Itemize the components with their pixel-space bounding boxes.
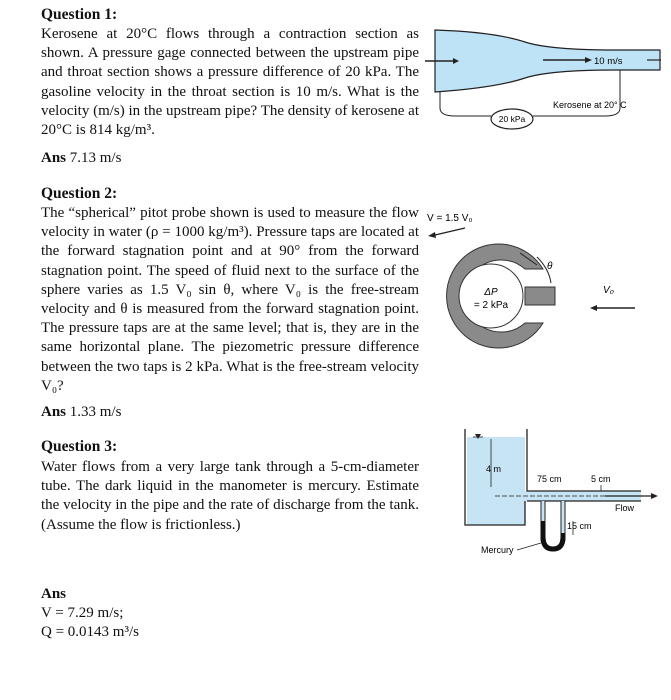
fluid-label: Kerosene at 20° C <box>553 100 627 110</box>
question-1-title: Question 1: <box>41 6 118 23</box>
depth-label: 4 m <box>486 464 502 474</box>
question-2-text: The “spherical” pitot probe shown is used to measure the flow velocity in water (ρ = 1000 kg/m³). Pressure taps are located at the forward stagnation point and at 90° from the forward stagnation point. The speed of fluid next to the surface of the sphere varies as 1.5 V₀ sin θ, where V₀ is the free-stream velocity and θ is measured from the forward stagnation point. The pressure taps are at the same level; that is, they are in the same horizontal plane. The piezometric pressure difference between the two taps is 2 kPa. What is the free-stream velocity V₀? <box>41 205 419 394</box>
contraction-pipe <box>435 30 660 92</box>
length-label: 75 cm <box>537 474 562 484</box>
velocity-label: 10 m/s <box>594 56 623 67</box>
answer-label: Ans <box>41 404 67 420</box>
question-1-answer <box>41 150 121 167</box>
diameter-label: 5 cm <box>591 474 611 484</box>
question-2-answer <box>41 404 121 421</box>
surface-velocity-label: V = 1.5 V₀ <box>427 213 473 224</box>
manometer-label: 15 cm <box>567 521 592 531</box>
dp-value: = 2 kPa <box>473 300 509 311</box>
question-1-text: Kerosene at 20°C flows through a contraction section as shown. A pressure gage connected between the upstream pipe and throat section shows a pressure difference of 20 kPa. The gasoline velocity in the throat section is 10 m/s. What is the velocity (m/s) in the upstream pipe? The density of kerosene at 20°C is 814 kg/m³. <box>41 26 419 139</box>
flow-label: Flow <box>615 503 635 513</box>
answer-value: 1.33 m/s <box>69 404 122 420</box>
freestream-label: V₀ <box>603 285 614 296</box>
question-2-title: Question 2: <box>41 185 118 202</box>
surface-velocity-arrow <box>435 228 465 235</box>
question-3-answer <box>41 585 139 642</box>
mercury-column <box>543 521 563 549</box>
question-3-text: Water flows from a very large tank through a 5-cm-diameter tube. The dark liquid in the manometer is mercury. Estimate the velocity in the pipe and the rate of discharge from the tank. (Assume the flow is frictionless.) <box>41 459 419 533</box>
dp-label: ΔP <box>484 287 498 298</box>
mercury-label: Mercury <box>481 545 514 555</box>
gage-tubing <box>440 92 491 116</box>
theta-label: θ <box>547 261 553 272</box>
answer-value: 7.13 m/s <box>69 150 122 166</box>
question-3-title: Question 3: <box>41 438 118 455</box>
answer-label: Ans <box>41 586 67 602</box>
tank-water <box>467 437 525 525</box>
gage-label: 20 kPa <box>498 114 526 124</box>
answer-discharge: Q = 0.0143 m³/s <box>41 624 139 640</box>
answer-label: Ans <box>41 150 67 166</box>
tank-manometer-figure <box>455 425 665 575</box>
answer-velocity: V = 7.29 m/s; <box>41 605 124 621</box>
contraction-figure <box>425 20 665 135</box>
pitot-sphere-figure <box>425 205 665 380</box>
